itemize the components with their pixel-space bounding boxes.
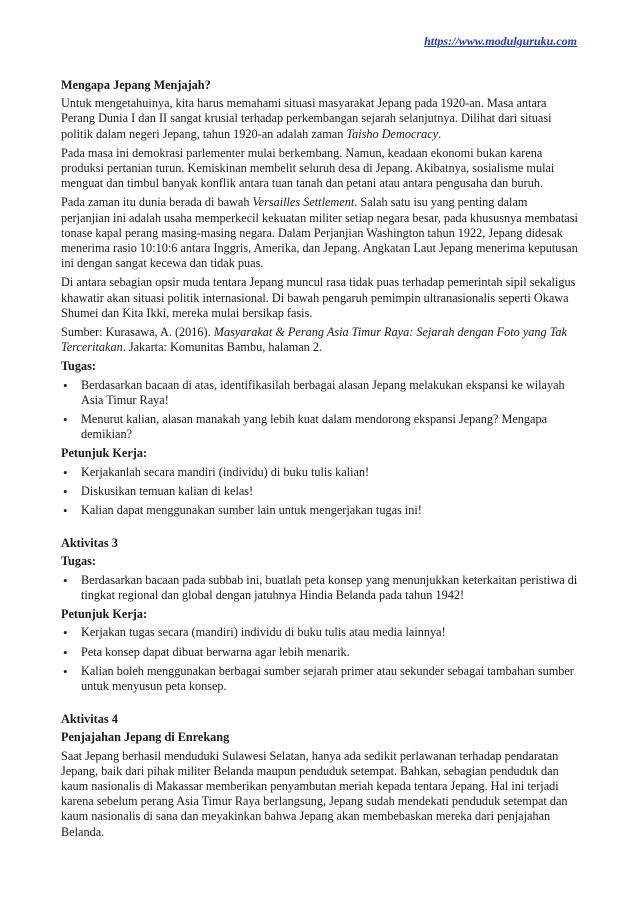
tugas-heading: Tugas: <box>61 359 96 374</box>
aktivitas-4-title: Aktivitas 4 <box>61 712 118 727</box>
tugas-list <box>61 573 579 603</box>
petunjuk-heading: Petunjuk Kerja: <box>61 446 148 461</box>
petunjuk-list <box>61 625 579 694</box>
paragraph-versailles: Pada zaman itu dunia berada di bawah Versailles Settlement. Salah satu isu yang penting dalam perjanjian ini adalah usaha memperkecil kekuatan militer setiap negara besar, pada khususnya membatasi tonase kapal perang masing-masing negara. Dalam Perjanjian Washington tahun 1922, Jepang didesak menerima rasio 10:10:6 antara Inggris, Amerika, dan Jepang. Angkatan Laut Jepang menerima keputusan ini dengan sangat kecewa dan tidak puas. <box>61 195 578 271</box>
list-item: • Diskusikan temuan kalian di kelas! <box>61 484 579 499</box>
list-item: • Kerjakanlah secara mandiri (individu) di buku tulis kalian! <box>61 465 579 480</box>
list-item: • Berdasarkan bacaan pada subbab ini, buatlah peta konsep yang menunjukkan keterkaitan peristiwa di tingkat regional dan global dengan jatuhnya Hindia Belanda pada tahun 1942! <box>61 573 579 603</box>
aktivitas-3-title: Aktivitas 3 <box>61 536 118 551</box>
tugas-list <box>61 378 579 443</box>
petunjuk-list <box>61 465 579 519</box>
paragraph-enrekang: Saat Jepang berhasil menduduki Sulawesi Selatan, hanya ada sedikit perlawanan terhadap pendaratan Jepang, baik dari pihak militer Belanda maupun penduduk setempat. Bahkan, sebagian penduduk dan kaum nasionalis di Makassar memberikan penyambutan meriah kepada tentara Jepang. Hal ini terjadi karena sebelum perang Asia Timur Raya berlangsung, Jepang sudah mendekati penduduk setempat dan kaum nasionalis di sana dan meyakinkan bahwa Jepang akan membebaskan mereka dari penjajahan Belanda. <box>61 748 568 839</box>
petunjuk-heading: Petunjuk Kerja: <box>61 607 148 622</box>
list-item: • Menurut kalian, alasan manakah yang lebih kuat dalam mendorong ekspansi Jepang? Mengapa demikian? <box>61 412 579 442</box>
aktivitas-4-subtitle: Penjajahan Jepang di Enrekang <box>61 730 230 745</box>
section-title: Mengapa Jepang Menjajah? <box>61 78 211 92</box>
document-body <box>61 78 579 844</box>
source-url-link[interactable]: https://www.modulguruku.com <box>424 34 577 48</box>
list-item: • Kalian boleh menggunakan berbagai sumber sejarah primer atau sekunder sebagai tambahan sumber untuk menyusun peta konsep. <box>61 664 579 694</box>
paragraph-officers: Di antara sebagian opsir muda tentara Jepang muncul rasa tidak puas terhadap pemerintah sipil sekaligus khawatir akan situasi politik internasional. Di bawah pengaruh pemimpin ultranasionalis seperti Okawa Shumei dan Kita Ikki, mereka mulai bersikap fasis. <box>61 275 576 320</box>
list-item: • Kalian dapat menggunakan sumber lain untuk mengerjakan tugas ini! <box>61 503 579 518</box>
paragraph-democracy: Pada masa ini demokrasi parlementer mulai berkembang. Namun, keadaan ekonomi bukan karena produksi pertanian turun. Kemiskinan membelit seluruh desa di Jepang. Akibatnya, sosialisme mulai menguat dan timbul banyak konflik antara tuan tanah dan petani atau antara pengusaha dan buruh. <box>61 145 555 191</box>
source-citation: Sumber: Kurasawa, A. (2016). Masyarakat & Perang Asia Timur Raya: Sejarah dengan Foto yang Tak Terceritakan. Jakarta: Komunitas Bambu, halaman 2. <box>61 325 567 355</box>
list-item: • Peta konsep dapat dibuat berwarna agar lebih menarik. <box>61 645 579 660</box>
tugas-heading: Tugas: <box>61 554 96 569</box>
list-item: • Kerjakan tugas secara (mandiri) individu di buku tulis atau media lainnya! <box>61 625 579 640</box>
paragraph-intro: Untuk mengetahuinya, kita harus memahami situasi masyarakat Jepang pada 1920-an. Masa antara Perang Dunia I dan II sangat krusial terhadap perkembangan sejarah selanjutnya. Dilihat dari situasi politik dalam negeri Jepang, tahun 1920-an adalah zaman Taisho Democracy. <box>61 96 552 141</box>
list-item: • Berdasarkan bacaan di atas, identifikasilah berbagai alasan Jepang melakukan ekspansi ke wilayah Asia Timur Raya! <box>61 378 579 408</box>
